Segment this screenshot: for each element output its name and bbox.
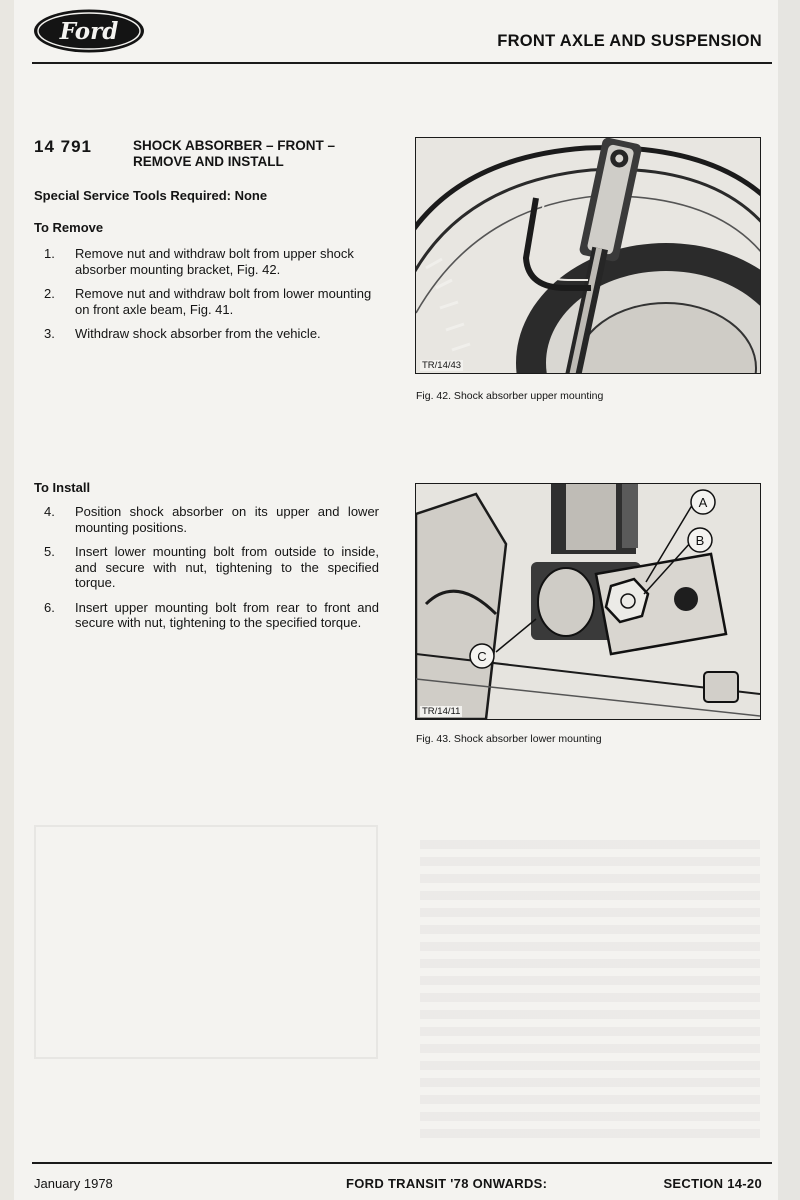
figure-42-upper-mounting — [415, 137, 761, 374]
figure-43-caption: Fig. 43. Shock absorber lower mounting — [416, 733, 602, 745]
footer-publication: FORD TRANSIT '78 ONWARDS: — [346, 1176, 548, 1191]
step-text: Withdraw shock absorber from the vehicle. — [75, 326, 321, 341]
step-number: 6. — [44, 599, 55, 615]
step-text: Insert lower mounting bolt from outside to inside, and secure with nut, tightening to the specified torque. — [75, 544, 379, 590]
step-item — [34, 504, 379, 535]
step-item — [34, 246, 379, 277]
footer-rule — [32, 1162, 772, 1164]
figure-42-caption: Fig. 42. Shock absorber upper mounting — [416, 390, 604, 402]
page-header-title: FRONT AXLE AND SUSPENSION — [497, 32, 762, 50]
step-number: 2. — [44, 286, 55, 301]
special-tools-note: Special Service Tools Required: None — [34, 188, 268, 203]
step-number: 5. — [44, 544, 55, 559]
step-text: Insert upper mounting bolt from rear to front and secure with nut, tightening to the specified torque. — [75, 599, 379, 630]
page-edge-left — [0, 0, 14, 1200]
callout-c: C — [477, 649, 487, 664]
bleed-through-shadow — [420, 840, 760, 1140]
step-number: 3. — [44, 326, 55, 341]
figure-42-illustration — [416, 138, 760, 373]
page-edge-right — [778, 0, 800, 1200]
step-text: Remove nut and withdraw bolt from upper shock absorber mounting bracket, Fig. 42. — [75, 246, 354, 277]
step-item — [34, 544, 379, 591]
section-title — [133, 138, 393, 170]
callout-a: A — [698, 495, 708, 510]
section-title-line-1: SHOCK ABSORBER – FRONT – — [133, 138, 336, 153]
header-rule — [32, 62, 772, 64]
install-heading: To Install — [34, 480, 91, 495]
step-number: 4. — [44, 504, 55, 519]
install-steps — [34, 504, 379, 640]
figure-43-reference: TR/14/11 — [422, 706, 461, 717]
figure-43-lower-mounting — [415, 483, 761, 720]
ford-logo — [32, 8, 146, 54]
section-number: 14 791 — [34, 137, 92, 156]
step-item — [34, 326, 379, 342]
remove-steps — [34, 246, 379, 351]
step-text: Position shock absorber on its upper and lower mounting positions. — [75, 504, 379, 535]
step-text: Remove nut and withdraw bolt from lower mounting on front axle beam, Fig. 41. — [75, 286, 372, 317]
figure-42-reference: TR/14/43 — [422, 360, 462, 371]
ford-logo-text: Ford — [59, 18, 119, 45]
section-title-line-2: REMOVE AND INSTALL — [133, 154, 284, 169]
figure-43-illustration — [416, 484, 760, 719]
footer-date: January 1978 — [34, 1176, 113, 1191]
callout-b: B — [695, 533, 705, 548]
footer-section: SECTION 14-20 — [663, 1176, 762, 1191]
step-item — [34, 600, 379, 631]
remove-heading: To Remove — [34, 220, 104, 235]
bleed-through-shadow — [34, 825, 378, 1059]
step-number: 1. — [44, 246, 55, 261]
step-item — [34, 286, 379, 317]
